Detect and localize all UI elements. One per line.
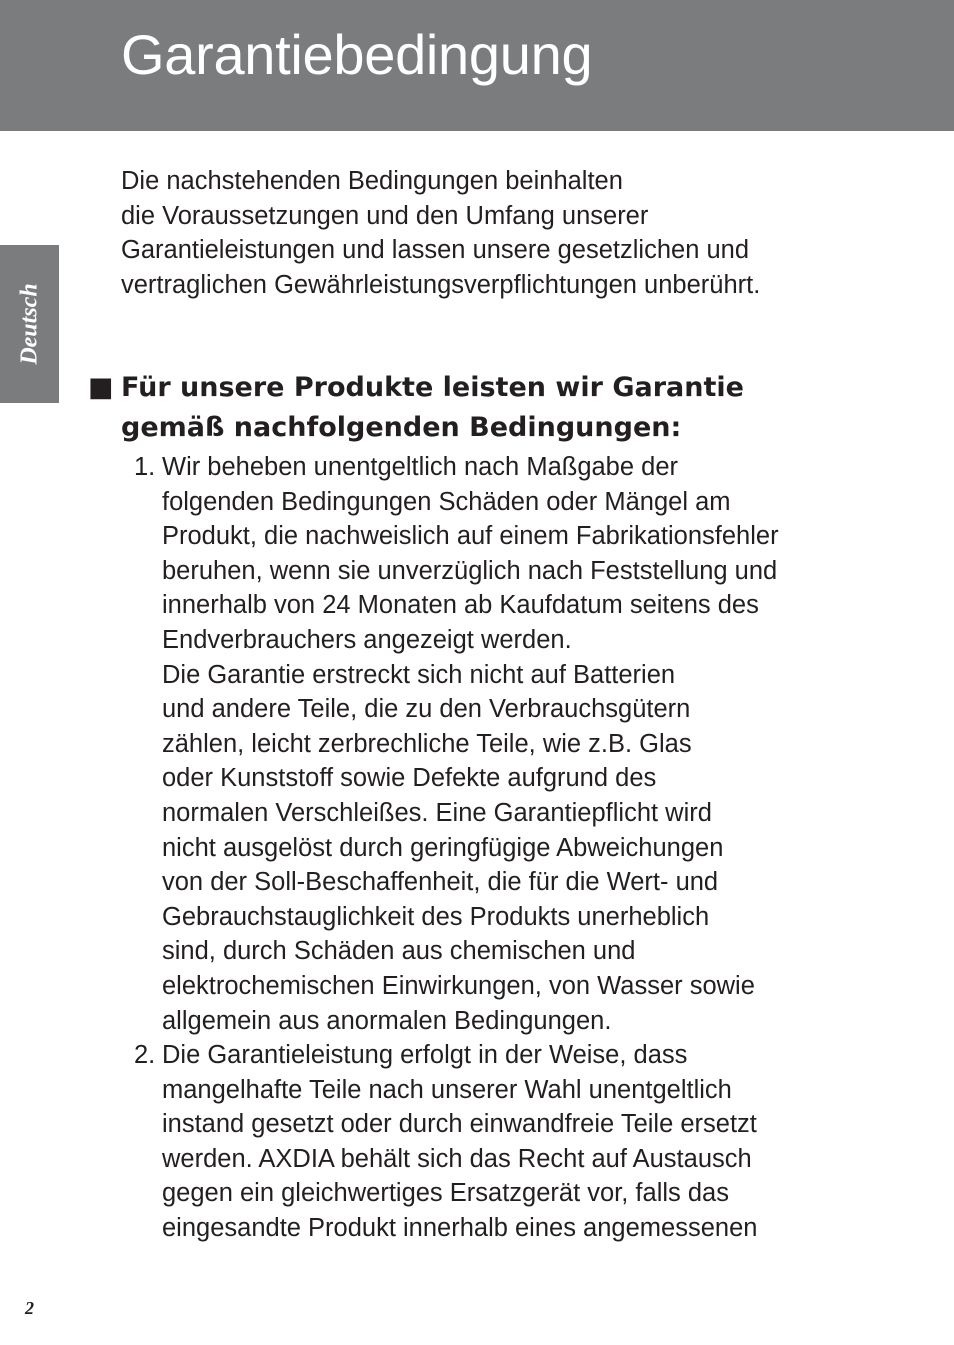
section-heading <box>88 368 888 448</box>
condition-line: Endverbrauchers angezeigt werden. <box>162 625 572 654</box>
condition-item-2 <box>121 1038 901 1246</box>
condition-line: von der Soll-Beschaffenheit, die für die Wert- und <box>162 868 719 897</box>
condition-line: Gebrauchstauglichkeit des Produkts unerheblich <box>162 902 710 931</box>
page-number: 2 <box>25 1298 34 1318</box>
condition-line: mangelhafte Teile nach unserer Wahl unentgeltlich <box>162 1075 732 1104</box>
condition-line: oder Kunststoff sowie Defekte aufgrund des <box>162 764 657 793</box>
condition-line: eingesandte Produkt innerhalb eines angemessenen <box>162 1214 758 1243</box>
page-title: Garantiebedingung <box>121 23 593 86</box>
intro-line: die Voraussetzungen und den Umfang unserer <box>121 201 649 230</box>
condition-number: 2. <box>134 1041 156 1070</box>
language-tab-label: Deutsch <box>16 283 42 365</box>
intro-paragraph <box>121 164 881 302</box>
condition-number: 1. <box>134 453 156 481</box>
condition-line: normalen Verschleißes. Eine Garantiepflicht wird <box>162 798 712 827</box>
condition-line: elektrochemischen Einwirkungen, von Wasser sowie <box>162 971 755 1000</box>
condition-line: allgemein aus anormalen Bedingungen. <box>162 1006 612 1035</box>
condition-line: und andere Teile, die zu den Verbrauchsgütern <box>162 695 691 724</box>
intro-line: Garantieleistungen und lassen unsere gesetzlichen und <box>121 236 750 265</box>
condition-line: nicht ausgelöst durch geringfügige Abweichungen <box>162 833 724 862</box>
condition-line: werden. AXDIA behält sich das Recht auf Austausch <box>162 1144 752 1173</box>
square-bullet-icon: ■ <box>88 372 114 403</box>
condition-line: innerhalb von 24 Monaten ab Kaufdatum seitens des <box>162 591 759 620</box>
section-heading-line: Für unsere Produkte leisten wir Garantie <box>121 372 744 403</box>
intro-line: Die nachstehenden Bedingungen beinhalten <box>121 167 623 195</box>
condition-line: beruhen, wenn sie unverzüglich nach Feststellung und <box>162 556 778 585</box>
condition-line: gegen ein gleichwertiges Ersatzgerät vor, falls das <box>162 1179 729 1208</box>
condition-line: zählen, leicht zerbrechliche Teile, wie z.B. Glas <box>162 729 692 758</box>
condition-line: folgenden Bedingungen Schäden oder Mängel am <box>162 487 731 516</box>
section-heading-line: gemäß nachfolgenden Bedingungen: <box>121 412 682 443</box>
intro-line: vertraglichen Gewährleistungsverpflichtungen unberührt. <box>121 270 761 299</box>
condition-line: instand gesetzt oder durch einwandfreie Teile ersetzt <box>162 1110 757 1139</box>
condition-line: Die Garantieleistung erfolgt in der Weise, dass <box>162 1041 688 1070</box>
condition-line: Produkt, die nachweislich auf einem Fabrikationsfehler <box>162 522 779 551</box>
condition-line: Die Garantie erstreckt sich nicht auf Batterien <box>162 660 676 689</box>
title-band <box>0 0 954 131</box>
condition-line: sind, durch Schäden aus chemischen und <box>162 937 636 966</box>
condition-line: Wir beheben unentgeltlich nach Maßgabe der <box>162 453 678 481</box>
language-tab <box>0 245 59 403</box>
condition-item-1 <box>121 450 901 1038</box>
conditions-list <box>121 450 901 1246</box>
